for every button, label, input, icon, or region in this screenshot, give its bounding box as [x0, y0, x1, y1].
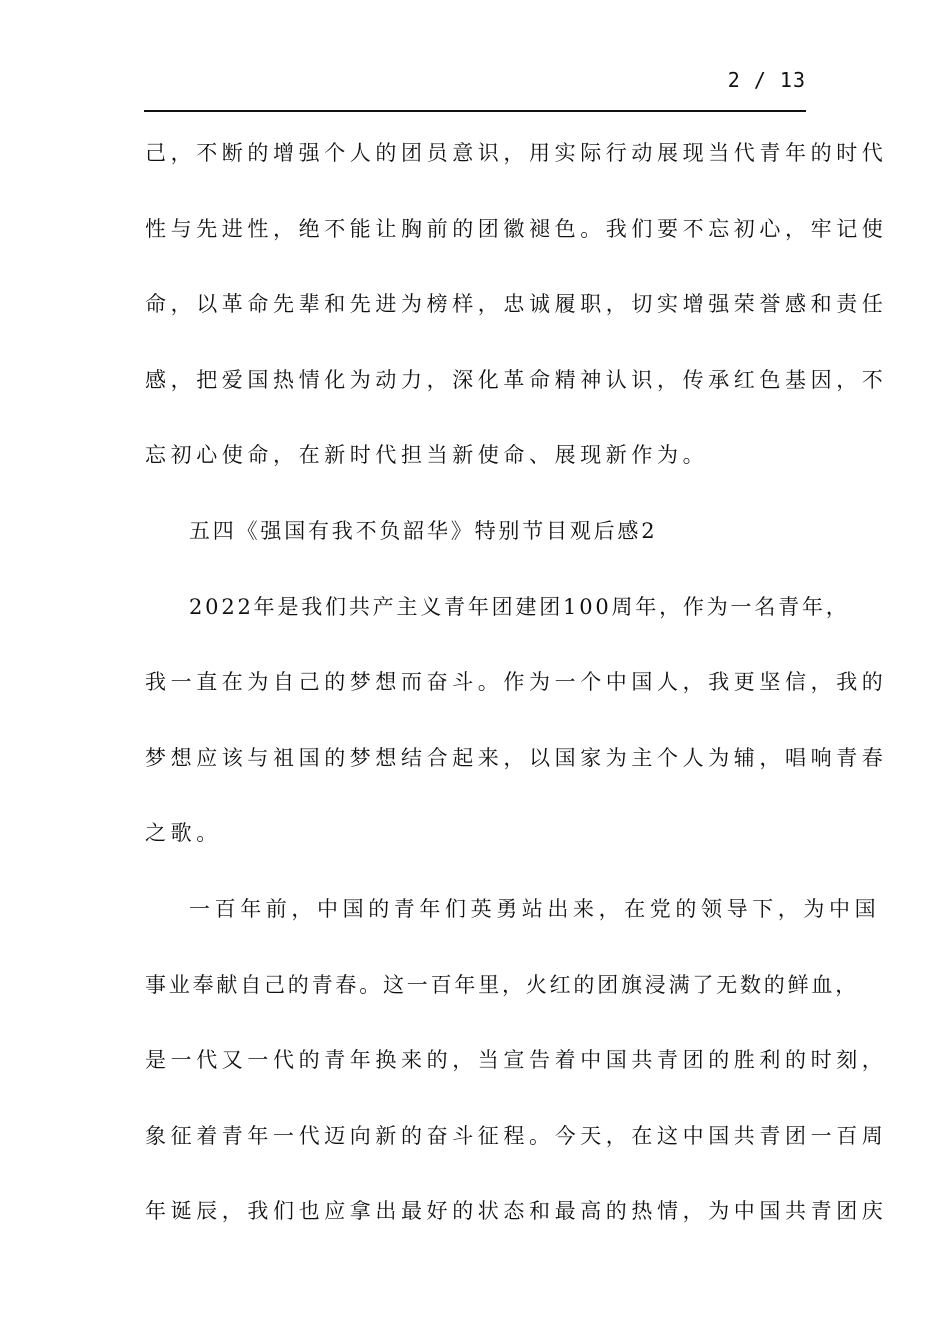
page-number: 2 / 13 [727, 68, 806, 92]
text-line: 梦想应该与祖国的梦想结合起来，以国家为主个人为辅，唱响青春 [145, 745, 888, 770]
paragraph-first-line: 2022年是我们共产主义青年团建团100周年，作为一名青年， [189, 594, 850, 619]
text-line: 之歌。 [145, 821, 222, 846]
header-divider [144, 110, 806, 112]
text-line: 命，以革命先辈和先进为榜样，忠诚履职，切实增强荣誉感和责任 [145, 292, 888, 317]
section-heading: 五四《强国有我不负韶华》特别节目观后感2 [189, 518, 658, 543]
text-line: 象征着青年一代迈向新的奋斗征程。今天，在这中国共青团一百周 [145, 1123, 888, 1148]
body-text [145, 128, 888, 1262]
paragraph-first-line: 一百年前，中国的青年们英勇站出来，在党的领导下，为中国 [189, 896, 881, 921]
text-line: 我一直在为自己的梦想而奋斗。作为一个中国人，我更坚信，我的 [145, 670, 888, 695]
text-line: 感，把爱国热情化为动力，深化革命精神认识，传承红色基因，不 [145, 367, 888, 392]
text-line: 己，不断的增强个人的团员意识，用实际行动展现当代青年的时代 [145, 141, 888, 165]
text-line: 事业奉献自己的青春。这一百年里，火红的团旗浸满了无数的鲜血， [145, 972, 859, 997]
text-line: 性与先进性，绝不能让胸前的团徽褪色。我们要不忘初心，牢记使 [145, 216, 888, 241]
text-line: 忘初心使命，在新时代担当新使命、展现新作为。 [145, 443, 709, 468]
text-line: 年诞辰，我们也应拿出最好的状态和最高的热情，为中国共青团庆 [145, 1199, 888, 1224]
text-line: 是一代又一代的青年换来的，当宣告着中国共青团的胜利的时刻， [145, 1048, 888, 1073]
